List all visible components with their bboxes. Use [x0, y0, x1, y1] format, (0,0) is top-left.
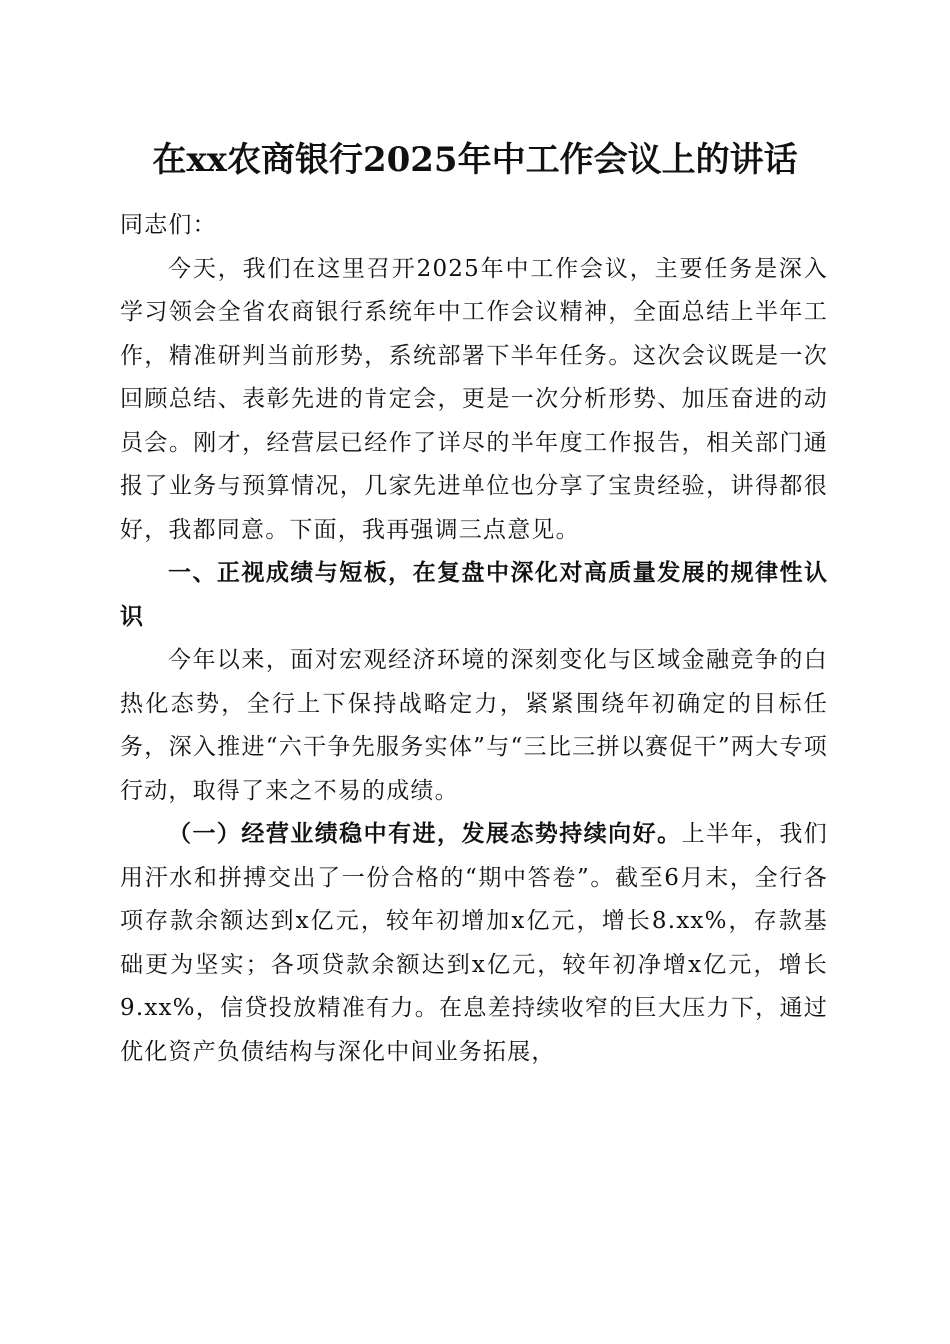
document-body — [120, 204, 828, 1074]
subsection1-paragraph — [120, 813, 828, 1074]
section1-paragraph: 今年以来，面对宏观经济环境的深刻变化与区域金融竞争的白热化态势，全行上下保持战略定力，紧紧围绕年初确定的目标任务，深入推进“六干争先服务实体”与“三比三拼以赛促干”两大专项行动，取得了来之不易的成绩。 — [120, 647, 828, 804]
section1-heading: 一、正视成绩与短板，在复盘中深化对高质量发展的规律性认识 — [120, 560, 828, 630]
subsection1-heading: （一）经营业绩稳中有进，发展态势持续向好。 — [168, 821, 682, 847]
document-title: 在xx农商银行2025年中工作会议上的讲话 — [152, 140, 798, 180]
subsection1-text: 上半年，我们用汗水和拼搏交出了一份合格的“期中答卷”。截至6月末，全行各项存款余额达到x亿元，较年初增加x亿元，增长8.xx%，存款基础更为坚实；各项贷款余额达到x亿元，较年初净增x亿元，增长9.xx%，信贷投放精准有力。在息差持续收窄的巨大压力下，通过优化资产负债结构与深化中间业务拓展， — [120, 821, 828, 1065]
salutation: 同志们： — [120, 212, 217, 238]
intro-paragraph: 今天，我们在这里召开2025年中工作会议，主要任务是深入学习领会全省农商银行系统年中工作会议精神，全面总结上半年工作，精准研判当前形势，系统部署下半年任务。这次会议既是一次回顾总结、表彰先进的肯定会，更是一次分析形势、加压奋进的动员会。刚才，经营层已经作了详尽的半年度工作报告，相关部门通报了业务与预算情况，几家先进单位也分享了宝贵经验，讲得都很好，我都同意。下面，我再强调三点意见。 — [120, 255, 828, 543]
